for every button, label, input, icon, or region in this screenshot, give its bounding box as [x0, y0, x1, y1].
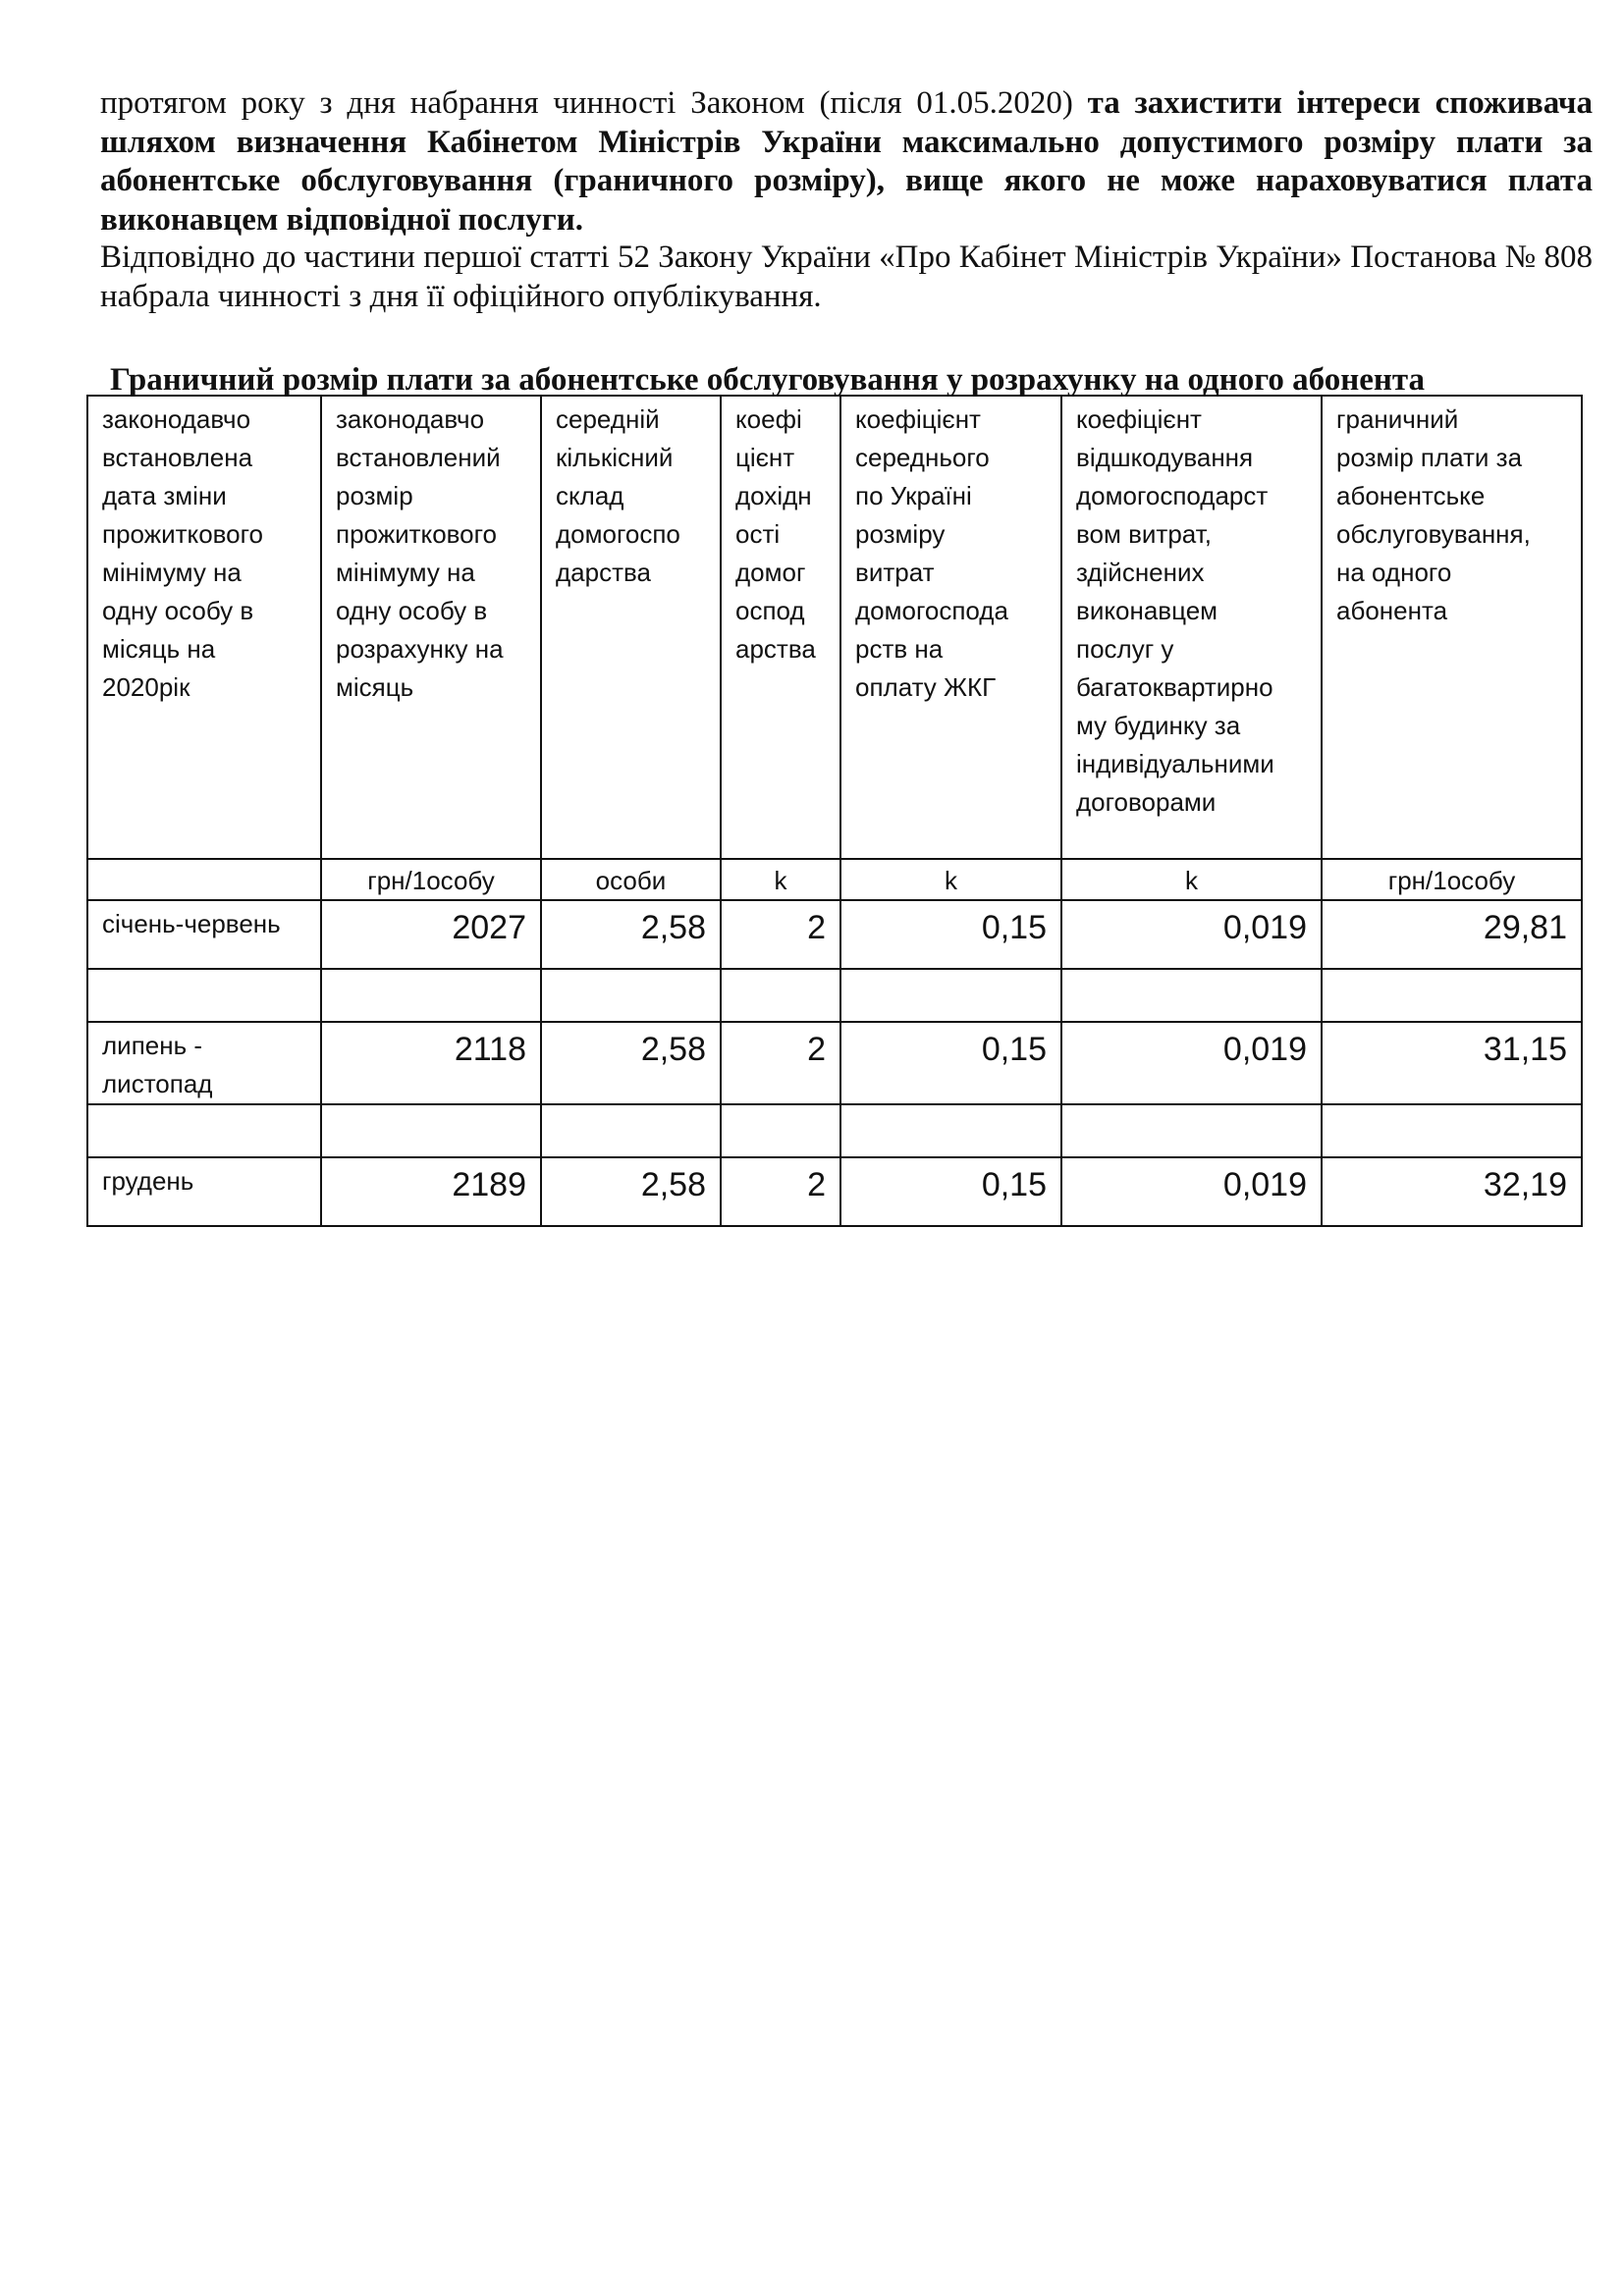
table-row — [87, 1157, 1582, 1226]
empty-cell — [321, 969, 541, 1022]
value-cell: 2 — [721, 900, 840, 969]
empty-cell — [1061, 969, 1322, 1022]
period-cell: січень-червень — [87, 900, 321, 969]
header-cell: законодавчо встановлений розмір прожиткового мінімуму на одну особу в розрахунку на місяць — [321, 396, 541, 859]
empty-cell — [541, 969, 721, 1022]
unit-cell: k — [1061, 859, 1322, 900]
value-cell: 0,019 — [1061, 1157, 1322, 1226]
value-cell: 32,19 — [1322, 1157, 1582, 1226]
empty-cell — [87, 1104, 321, 1157]
unit-cell: k — [721, 859, 840, 900]
empty-cell — [1061, 1104, 1322, 1157]
table-units-row — [87, 859, 1582, 900]
table-row — [87, 1022, 1582, 1104]
header-cell: коефіцієнт відшкодування домогосподарст вом витрат, здійснених виконавцем послуг у багатоквартирно му будинку за індивідуальними договорами — [1061, 396, 1322, 859]
value-cell: 31,15 — [1322, 1022, 1582, 1104]
table-header-row — [87, 396, 1582, 859]
value-cell: 0,019 — [1061, 900, 1322, 969]
value-cell: 2,58 — [541, 1157, 721, 1226]
value-cell: 2 — [721, 1157, 840, 1226]
empty-cell — [87, 969, 321, 1022]
empty-cell — [840, 969, 1061, 1022]
header-cell: законодавчо встановлена дата зміни прожиткового мінімуму на одну особу в місяць на 2020рік — [87, 396, 321, 859]
value-cell: 0,019 — [1061, 1022, 1322, 1104]
value-cell: 2,58 — [541, 1022, 721, 1104]
unit-cell: k — [840, 859, 1061, 900]
value-cell: 0,15 — [840, 900, 1061, 969]
value-cell: 2027 — [321, 900, 541, 969]
intro-paragraph-bold: та захистити інтереси споживача шляхом визначення Кабінетом Міністрів України максимально допустимого розміру плати за абонентське обслуговування (граничного розміру), вище якого не може нараховуватися плата виконавцем відповідної послуги. — [100, 85, 1593, 238]
value-cell: 2118 — [321, 1022, 541, 1104]
empty-cell — [321, 1104, 541, 1157]
header-cell: коефіцієнт середнього по Україні розміру витрат домогоспода рств на оплату ЖКГ — [840, 396, 1061, 859]
period-cell: грудень — [87, 1157, 321, 1226]
intro-paragraph — [100, 84, 1593, 240]
unit-cell: грн/1особу — [321, 859, 541, 900]
empty-cell — [721, 969, 840, 1022]
period-cell: липень - листопад — [87, 1022, 321, 1104]
unit-cell — [87, 859, 321, 900]
intro-paragraph-normal: протягом року з дня набрання чинності Законом (після 01.05.2020) — [100, 85, 1088, 121]
header-cell: середній кількісний склад домогоспо дарства — [541, 396, 721, 859]
resolution-paragraph: Відповідно до частини першої статті 52 Закону України «Про Кабінет Міністрів України» Постанова № 808 набрала чинності з дня її офіційного опублікування. — [100, 240, 1593, 314]
empty-cell — [541, 1104, 721, 1157]
subscription-fee-table — [86, 395, 1583, 1227]
header-cell: граничний розмір плати за абонентське обслуговування, на одного абонента — [1322, 396, 1582, 859]
value-cell: 29,81 — [1322, 900, 1582, 969]
table-title: Граничний розмір плати за абонентське обслуговування у розрахунку на одного абонента — [110, 362, 1425, 398]
unit-cell: особи — [541, 859, 721, 900]
empty-cell — [1322, 1104, 1582, 1157]
header-cell: коефі цієнт дохідн ості домог оспод арства — [721, 396, 840, 859]
value-cell: 2 — [721, 1022, 840, 1104]
empty-row — [87, 1104, 1582, 1157]
value-cell: 0,15 — [840, 1022, 1061, 1104]
unit-cell: грн/1особу — [1322, 859, 1582, 900]
empty-row — [87, 969, 1582, 1022]
empty-cell — [840, 1104, 1061, 1157]
value-cell: 2,58 — [541, 900, 721, 969]
empty-cell — [1322, 969, 1582, 1022]
empty-cell — [721, 1104, 840, 1157]
value-cell: 0,15 — [840, 1157, 1061, 1226]
table-row — [87, 900, 1582, 969]
value-cell: 2189 — [321, 1157, 541, 1226]
